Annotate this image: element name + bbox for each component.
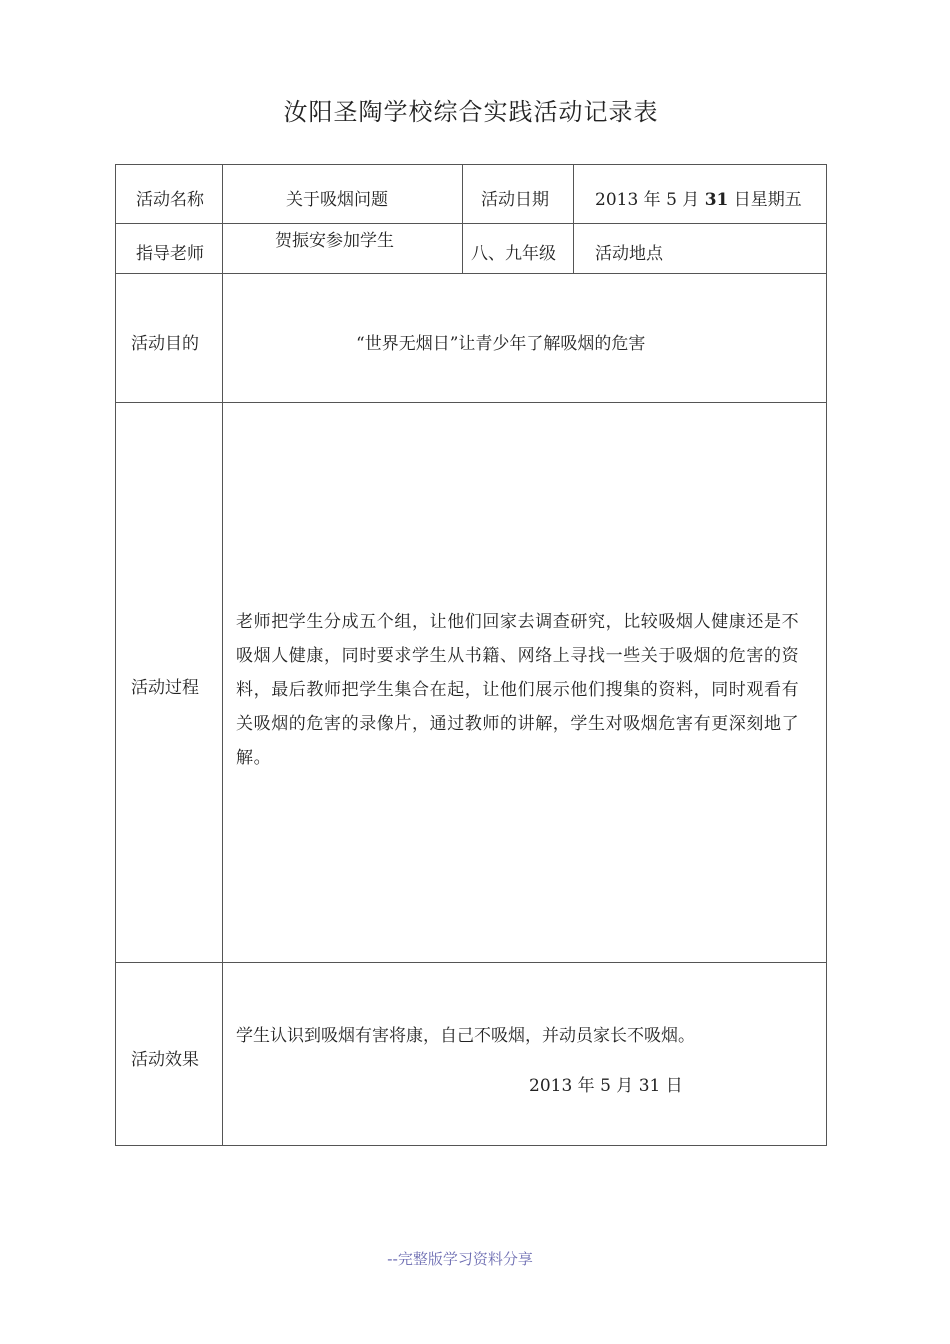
record-form-table [115, 164, 827, 1146]
activity-name-value: 关于吸烟问题 [286, 190, 388, 210]
date-text-pre: 2013 年 5 月 [595, 190, 705, 210]
footer-text: --完整版学习资料分享 [387, 1250, 533, 1268]
effect-label: 活动效果 [131, 1050, 199, 1070]
label-column-divider [222, 165, 223, 1145]
date-text-post: 日星期五 [728, 190, 802, 210]
process-label: 活动过程 [131, 678, 199, 698]
activity-date-label: 活动日期 [481, 190, 549, 210]
effect-value: 学生认识到吸烟有害将康，自己不吸烟，并动员家长不吸烟。 [236, 1026, 695, 1046]
activity-name-label: 活动名称 [136, 190, 204, 210]
column-divider [573, 165, 574, 273]
date-day-bold: 31 [704, 190, 729, 210]
teacher-label: 指导老师 [136, 244, 204, 264]
activity-date-value [595, 185, 802, 210]
process-value: 老师把学生分成五个组，让他们回家去调查研究，比较吸烟人健康还是不吸烟人健康，同时要求学生从书籍、网络上寻找一些关于吸烟的危害的资料，最后教师把学生集合在起，让他们展示他们搜集的资料，同时观看有关吸烟的危害的录像片，通过教师的讲解，学生对吸烟危害有更深刻地了解。 [236, 612, 800, 768]
grade-value: 八、九年级 [471, 244, 556, 264]
effect-date: 2013 年 5 月 31 日 [529, 1076, 683, 1096]
place-label: 活动地点 [595, 244, 663, 264]
teacher-value: 贺振安参加学生 [275, 231, 394, 251]
page-title: 汝阳圣陶学校综合实践活动记录表 [283, 98, 659, 126]
column-divider [462, 165, 463, 273]
purpose-label: 活动目的 [131, 334, 199, 354]
purpose-value: “世界无烟日”让青少年了解吸烟的危害 [356, 334, 646, 354]
